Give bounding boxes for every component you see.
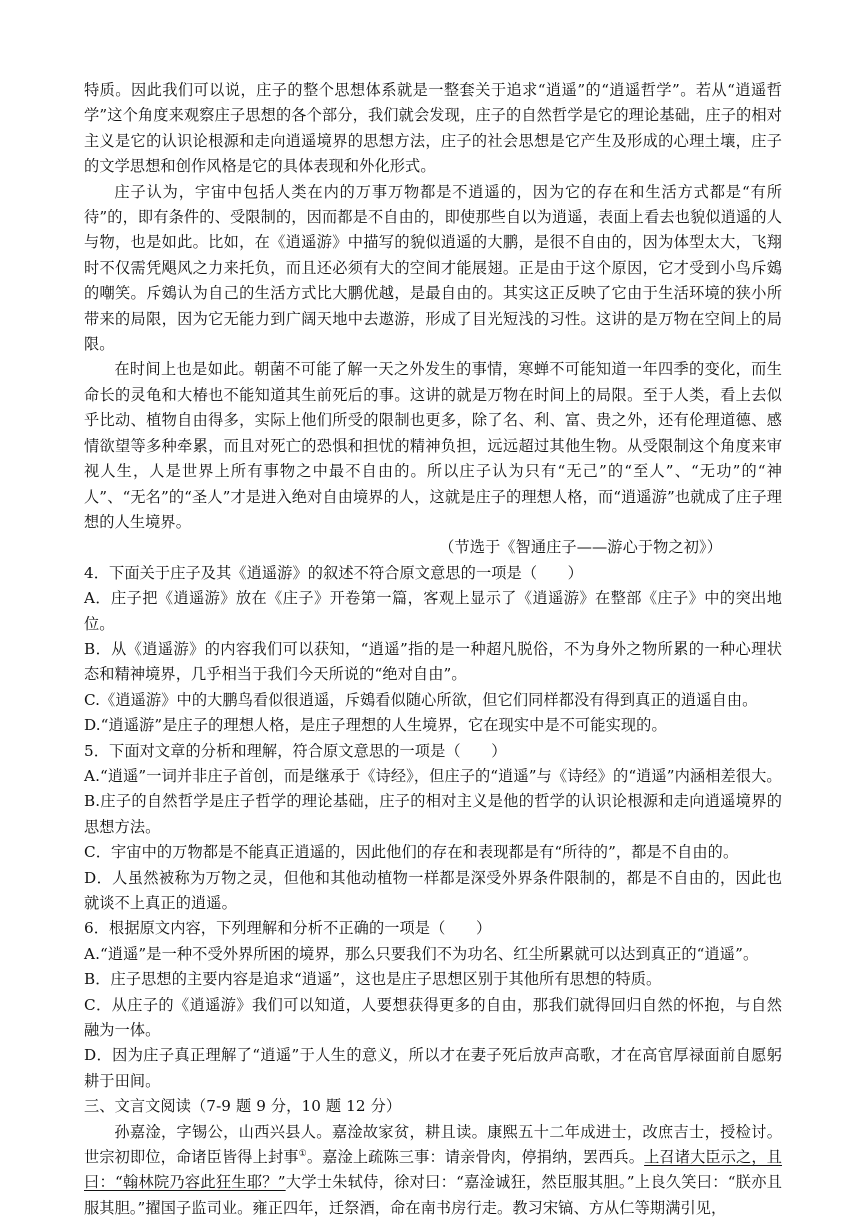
question-6-option-b: B．庄子思想的主要内容是追求“逍遥”，这也是庄子思想区别于其他所有思想的特质。 (84, 970, 662, 989)
classical-text-2: 。嘉淦上疏陈三事：请亲骨肉，停捐纳，罢西兵。 (306, 1148, 645, 1167)
passage-paragraph-1: 特质。因此我们可以说，庄子的整个思想体系就是一整套关于追求“逍遥”的“逍遥哲学”。若从“逍遥哲学”这个角度来观察庄子思想的各个部分，我们就会发现，庄子的自然哲学是它的理论基础，庄子的相对主义是它的认识论根源和走向逍遥境界的思想方法，庄子的社会思想是它产生及形成的心理土壤，庄子的文学思想和创作风格是它的具体表现和外化形式。 (84, 81, 782, 176)
classical-passage (84, 1120, 782, 1221)
question-4-stem: 4．下面关于庄子及其《逍遥游》的叙述不符合原文意思的一项是（ ） (84, 563, 583, 582)
question-5-option-c: C．宇宙中的万物都是不能真正逍遥的，因此他们的存在和表现都是有“所待的”，都是不自由的。 (84, 843, 739, 862)
question-5-stem: 5．下面对文章的分析和理解，符合原文意思的一项是（ ） (84, 741, 507, 760)
question-6 (84, 916, 782, 1094)
underlined-sentence: 上召诸大臣示之，且曰：“翰林院乃容此狂生耶？” (84, 1148, 782, 1192)
question-6-option-d: D．因为庄子真正理解了“逍遥”于人生的意义，所以才在妻子死后放声高歌，才在高官厚禄面前自愿躬耕于田间。 (84, 1046, 782, 1090)
question-4-option-a: A．庄子把《逍遥游》放在《庄子》开卷第一篇，客观上显示了《逍遥游》在整部《庄子》中的突出地位。 (84, 589, 782, 633)
question-4-option-d: D.“逍遥游”是庄子的理想人格，是庄子理想的人生境界，它在现实中是不可能实现的。 (84, 716, 667, 735)
question-6-option-a: A.“逍遥”是一种不受外界所困的境界，那么只要我们不为功名、红尘所累就可以达到真正的“逍遥”。 (84, 944, 759, 963)
document-body (84, 78, 782, 1221)
classical-text-1: 孙嘉淦，字锡公，山西兴县人。嘉淦故家贫，耕且读。康熙五十二年成进士，改庶吉士，授检讨。世宗初即位，命诸臣皆得上封事 (84, 1122, 782, 1167)
section-3-heading: 三、文言文阅读（7-9 题 9 分，10 题 12 分） (84, 1097, 402, 1116)
question-5-option-d: D．人虽然被称为万物之灵，但他和其他动植物一样都是深受外界条件限制的，都是不自由的，因此也就谈不上真正的逍遥。 (84, 868, 782, 912)
question-6-stem: 6．根据原文内容，下列理解和分析不正确的一项是（ ） (84, 919, 492, 938)
passage-paragraph-2: 庄子认为，宇宙中包括人类在内的万事万物都是不逍遥的，因为它的存在和生活方式都是“有所待”的，即有条件的、受限制的，因而都是不自由的，即使那些自以为逍遥，表面上看去也貌似逍遥的人与物，也是如此。比如，在《逍遥游》中描写的貌似逍遥的大鹏，是很不自由的，因为体型太大，飞翔时不仅需凭飓风之力来托负，而且还必须有大的空间才能展翅。正是由于这个原因，它才受到小鸟斥鴳的嘲笑。斥鴳认为自己的生活方式比大鹏优越，是最自由的。其实这正反映了它由于生活环境的狭小所带来的局限，因为它无能力到广阔天地中去遨游，形成了目光短浅的习性。这讲的是万物在空间上的局限。 (84, 182, 782, 354)
question-5-option-b: B.庄子的自然哲学是庄子哲学的理论基础，庄子的相对主义是他的哲学的认识论根源和走向逍遥境界的思想方法。 (84, 792, 782, 836)
classical-text-3: 大学士朱轼侍，徐对曰：“嘉淦诚狂，然臣服其胆。”上良久笑曰：“朕亦且服其胆。”擢国子监司业。雍正四年，迁祭酒，命在南书房行走。教习宋镐、方从仁等期满引见， (84, 1173, 783, 1217)
question-5-option-a: A.“逍遥”一词并非庄子首创，而是继承于《诗经》，但庄子的“逍遥”与《诗经》的“逍遥”内涵相差很大。 (84, 766, 782, 785)
question-4-option-b: B．从《逍遥游》的内容我们可以获知，“逍遥”指的是一种超凡脱俗，不为身外之物所累的一种心理状态和精神境界，几乎相当于我们今天所说的“绝对自由”。 (84, 639, 782, 684)
question-6-option-c: C．从庄子的《逍遥游》我们可以知道，人要想获得更多的自由，那我们就得回归自然的怀抱，与自然融为一体。 (84, 995, 782, 1040)
footnote-marker: ① (298, 1149, 307, 1159)
question-4-option-c: C.《逍遥游》中的大鹏鸟看似很逍遥，斥鴳看似随心所欲，但它们同样都没有得到真正的逍遥自由。 (84, 690, 758, 709)
question-4 (84, 561, 782, 739)
question-5 (84, 739, 782, 917)
passage-source: （节选于《智通庄子——游心于物之初》） (439, 538, 722, 557)
passage-paragraph-3: 在时间上也是如此。朝菌不可能了解一天之外发生的事情，寒蝉不可能知道一年四季的变化，而生命长的灵龟和大椿也不能知道其生前死后的事。这讲的就是万物在时间上的局限。至于人类，看上去似乎比动、植物自由得多，实际上他们所受的限制也更多，除了名、利、富、贵之外，还有伦理道德、感情欲望等多种牵累，而且对死亡的恐惧和担忧的精神负担，远远超过其他生物。从受限制这个角度来审视人生，人是世界上所有事物之中最不自由的。所以庄子认为只有“无己”的“至人”、“无功”的“神人”、“无名”的“圣人”才是进入绝对自由境界的人，这就是庄子的理想人格，而“逍遥游”也就成了庄子理想的人生境界。 (84, 360, 782, 531)
